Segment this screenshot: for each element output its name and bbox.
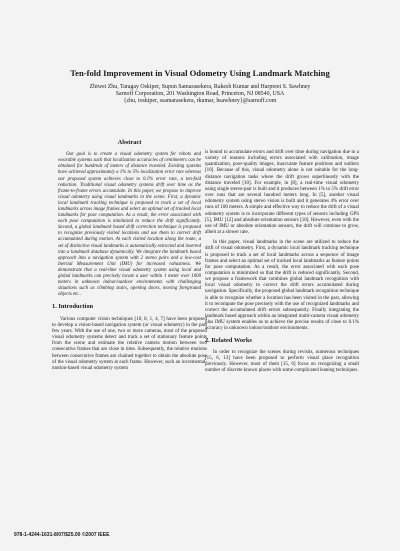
left-column xyxy=(52,140,207,372)
author-list: Zhiwei Zhu, Taragay Oskiper, Supun Samarasekera, Rakesh Kumar and Harpreet S. Sawhney xyxy=(89,84,311,90)
introduction-heading: 1. Introduction xyxy=(52,303,94,311)
body-paragraph: In this paper, visual landmarks in the scene are utilized to reduce the drift of visual odometry. First, a dynamic local landmark tracking technique is proposed to track a set of local landmarks across a sequence of image frames and select an optimal set of tracked local landmarks as feature points for pose computation. As a result, the error associated with each pose computation is minimized so that the drift is reduced significantly. Second, we propose a framework that combines global landmark recognition with local visual odometry to correct the drift errors accumulated during navigation. Specifically, the proposed global landmark recognition technique is able to recognize whether a location has been visited in the past, allowing it to recompute the pose precisely with the use of recognized landmarks and correct the accumulated drift errors subsequently. Finally integrating the landmark based approach within an integrated multi-camera visual odometry plus IMU system enables us to achieve the precise results of close to 0.1% accuracy in unknown indoor/outdoor environments. xyxy=(205,240,359,332)
abstract-heading: Abstract xyxy=(117,139,142,146)
paper-title: Ten-fold Improvement in Visual Odometry Using Landmark Matching xyxy=(70,68,330,78)
author-emails: {zhu, toskiper, ssamarasekera, rkumar, hsawhney}@sarnoff.com xyxy=(123,98,277,104)
related-works-heading: 2. Related Works xyxy=(205,336,252,344)
affiliation: Sarnoff Corporation, 201 Washington Road, Princeton, NJ 08540, USA xyxy=(115,91,285,97)
abstract-text: Our goal is to create a visual odometry system for robots and wearable systems such that localization accuracies of centimeters can be obtained for hundreds of meters of distance traveled. Existing systems have achieved approximately a 1% to 5% localization error rate whereas our proposed system achieves close to 0.1% error rate, a ten-fold reduction. Traditional visual odometry systems drift over time as the frame-to-frame errors accumulate. In this paper, we propose to improve visual odometry using visual landmarks in the scene. First, a dynamic local landmark tracking technique is proposed to track a set of local landmarks across image frames and select an optimal set of tracked local landmarks for pose computation. As a result, the error associated with each pose computation is minimized to reduce the drift significantly. Second, a global landmark based drift correction technique is proposed to recognize previously visited locations and use them to correct drift accumulated during motion. At each visited location along the route, a set of distinctive visual landmarks is automatically extracted and inserted into a landmark database dynamically. We integrate the landmark based approach into a navigation system with 2 stereo pairs and a low-cost Inertial Measurement Unit (IMU) for increased robustness. We demonstrate that a real-time visual odometry system using local and global landmarks can precisely locate a user within 1 meter over 1000 meters in unknown indoor/outdoor environments with challenging situations such as climbing stairs, opening doors, moving foreground objects etc.. xyxy=(58,152,201,298)
right-column xyxy=(205,150,359,374)
body-paragraph: is bound to accumulate errors and drift over time during navigation due to a variety of reasons including errors associated with calibration, image quantization, poor-quality images, inaccurate feature positions and outliers [10]. Because of this, visual odometry alone is not suitable for the long-distance navigation tasks where the drift grows superlinearly with the distance traveled [10]. For example, in [8], a real-time visual odometry using single stereo-pair is built and it produces between 1% to 5% drift error over runs that are several hundred meters long. In [5], another visual odometry system using stereo vision is built and it generates 4% error over runs of 100 meters. A simple and effective way to reduce the drift of a visual odometry system is to incorporate different types of sensors including GPS [5], IMU [12] and absolute orientation sensors [10]. However, even with the use of IMU or absolute orientation sensors, the drift will continue to grow, albeit at a slower rate. xyxy=(205,150,359,236)
related-works-paragraph: In order to recognize the scenes during revisits, numerous techniques [15, 6, 13] have been proposed to perform visual place recognition previously. However, most of them [15, 6] focus on recognizing a small number of discrete known places with some complicated leaning techniques. xyxy=(205,349,359,374)
introduction-paragraph: Various computer vision techniques [10, 8, 1, 4, 7] have been proposed to develop a vision-based navigation system (or visual odometry) in the past few years. With the use of one, two or more cameras, most of the proposed visual odometry systems detect and track a set of stationary feature points from the scene and estimate the relative camera motion between two consecutive frames that are close in time. Subsequently, the relative motions between consecutive frames are chained together to obtain the absolute pose of the visual odometry system at each frame. However, such an incremental-motion-based visual odometry system xyxy=(52,316,207,371)
copyright-footer: 978-1-4244-1631-8/07/$25.00 ©2007 IEEE xyxy=(14,532,110,538)
